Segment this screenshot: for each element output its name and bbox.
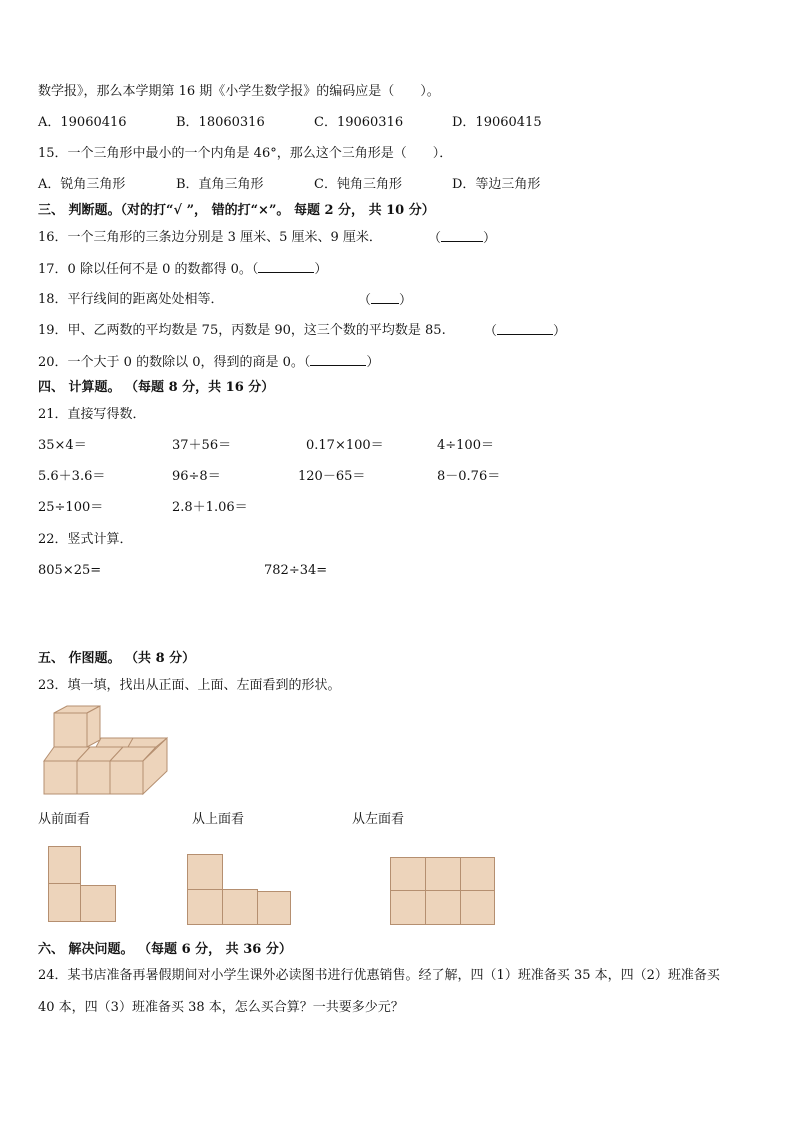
q18-open-paren: （ — [358, 293, 372, 308]
q15-option-b[interactable]: B．直角三角形 — [176, 177, 264, 192]
left-view-square — [390, 857, 426, 891]
q20-stem: 20．一个大于 0 的数除以 0，得到的商是 0。（ — [38, 355, 311, 370]
q21-item: 25÷100＝ — [38, 500, 104, 515]
cube-stack-figure — [40, 703, 172, 797]
cube-stack-svg — [40, 703, 172, 797]
cube-front-face — [54, 713, 87, 747]
section-4-title: 四、 计算题。 （每题 8 分，共 16 分） — [38, 380, 275, 395]
q21-item: 0.17×100＝ — [306, 438, 384, 453]
q17-close-paren: ） — [314, 262, 328, 277]
q18-answer-blank[interactable] — [371, 291, 399, 304]
q24-line-2: 40 本，四（3）班准备买 38 本，怎么买合算？一共要多少元？ — [38, 1000, 404, 1015]
q20-answer-blank[interactable] — [310, 353, 366, 366]
q16-answer-blank[interactable] — [441, 229, 483, 242]
left-view-figure — [390, 857, 496, 925]
q19-open-paren: （ — [484, 324, 498, 339]
section-5-title: 五、 作图题。 （共 8 分） — [38, 651, 196, 666]
q24-line-1: 24．某书店准备再暑假期间对小学生课外必读图书进行优惠销售。经了解，四（1）班准备买 35 本，四（2）班准备买 — [38, 968, 720, 983]
view-label-front: 从前面看 — [38, 812, 91, 827]
top-view-square — [257, 891, 291, 925]
q17-text — [38, 260, 327, 279]
q15-option-d[interactable]: D．等边三角形 — [452, 177, 541, 192]
q21-item: 96÷8＝ — [172, 469, 221, 484]
q21-item: 8－0.76＝ — [437, 469, 501, 484]
q21-item: 35×4＝ — [38, 438, 87, 453]
left-view-square — [425, 857, 461, 891]
q15-stem: 15．一个三角形中最小的一个内角是 46°，那么这个三角形是（ ）． — [38, 146, 453, 161]
q21-item: 5.6＋3.6＝ — [38, 469, 106, 484]
q18-answer[interactable] — [358, 291, 412, 310]
q19-answer[interactable] — [484, 322, 566, 341]
section-3-title: 三、 判断题。（对的打“√ ”， 错的打“×”。 每题 2 分， 共 10 分） — [38, 203, 435, 218]
q22-item: 782÷34= — [264, 563, 328, 578]
q21-item: 120－65＝ — [298, 469, 366, 484]
q21-stem: 21．直接写得数． — [38, 407, 146, 422]
q15-option-c[interactable]: C．钝角三角形 — [314, 177, 402, 192]
section-6-title: 六、 解决问题。 （每题 6 分， 共 36 分） — [38, 942, 292, 957]
q16-text: 16．一个三角形的三条边分别是 3 厘米、5 厘米、9 厘米． — [38, 230, 382, 245]
q15-option-a[interactable]: A．锐角三角形 — [38, 177, 126, 192]
q21-item: 4÷100＝ — [437, 438, 494, 453]
q21-item: 2.8＋1.06＝ — [172, 500, 248, 515]
q20-close-paren: ） — [366, 355, 380, 370]
q14-option-c[interactable]: C．19060316 — [314, 115, 404, 130]
q22-stem: 22．竖式计算． — [38, 532, 133, 547]
q22-item: 805×25= — [38, 563, 102, 578]
q16-answer[interactable] — [428, 229, 496, 248]
q21-item: 37＋56＝ — [172, 438, 232, 453]
q19-answer-blank[interactable] — [497, 322, 553, 335]
q23-stem: 23．填一填，找出从正面、上面、左面看到的形状。 — [38, 678, 341, 693]
top-view-figure — [187, 854, 293, 925]
front-view-square — [48, 846, 81, 884]
view-label-top: 从上面看 — [192, 812, 245, 827]
left-view-square — [425, 890, 461, 925]
q18-text: 18．平行线间的距离处处相等． — [38, 292, 224, 307]
q14-option-d[interactable]: D．19060415 — [452, 115, 542, 130]
q14-stem-tail: 数学报》，那么本学期第 16 期《小学生数学报》的编码应是（ ）。 — [38, 84, 440, 99]
top-view-square — [222, 889, 258, 925]
q16-close-paren: ） — [483, 231, 497, 246]
q16-open-paren: （ — [428, 231, 442, 246]
q18-close-paren: ） — [399, 293, 413, 308]
q17-stem: 17．0 除以任何不是 0 的数都得 0。（ — [38, 262, 259, 277]
top-view-square — [187, 889, 223, 925]
q17-answer-blank[interactable] — [258, 260, 314, 273]
top-view-square — [187, 854, 223, 890]
front-view-figure — [48, 846, 118, 922]
front-view-square — [80, 885, 116, 922]
q19-close-paren: ） — [553, 324, 567, 339]
left-view-square — [460, 857, 495, 891]
q20-text — [38, 353, 379, 372]
q14-option-b[interactable]: B．18060316 — [176, 115, 265, 130]
q19-text: 19．甲、乙两数的平均数是 75，丙数是 90，这三个数的平均数是 85. — [38, 323, 446, 338]
q14-option-a[interactable]: A．19060416 — [38, 115, 127, 130]
front-view-square — [48, 883, 81, 922]
left-view-square — [390, 890, 426, 925]
view-label-left: 从左面看 — [352, 812, 405, 827]
left-view-square — [460, 890, 495, 925]
